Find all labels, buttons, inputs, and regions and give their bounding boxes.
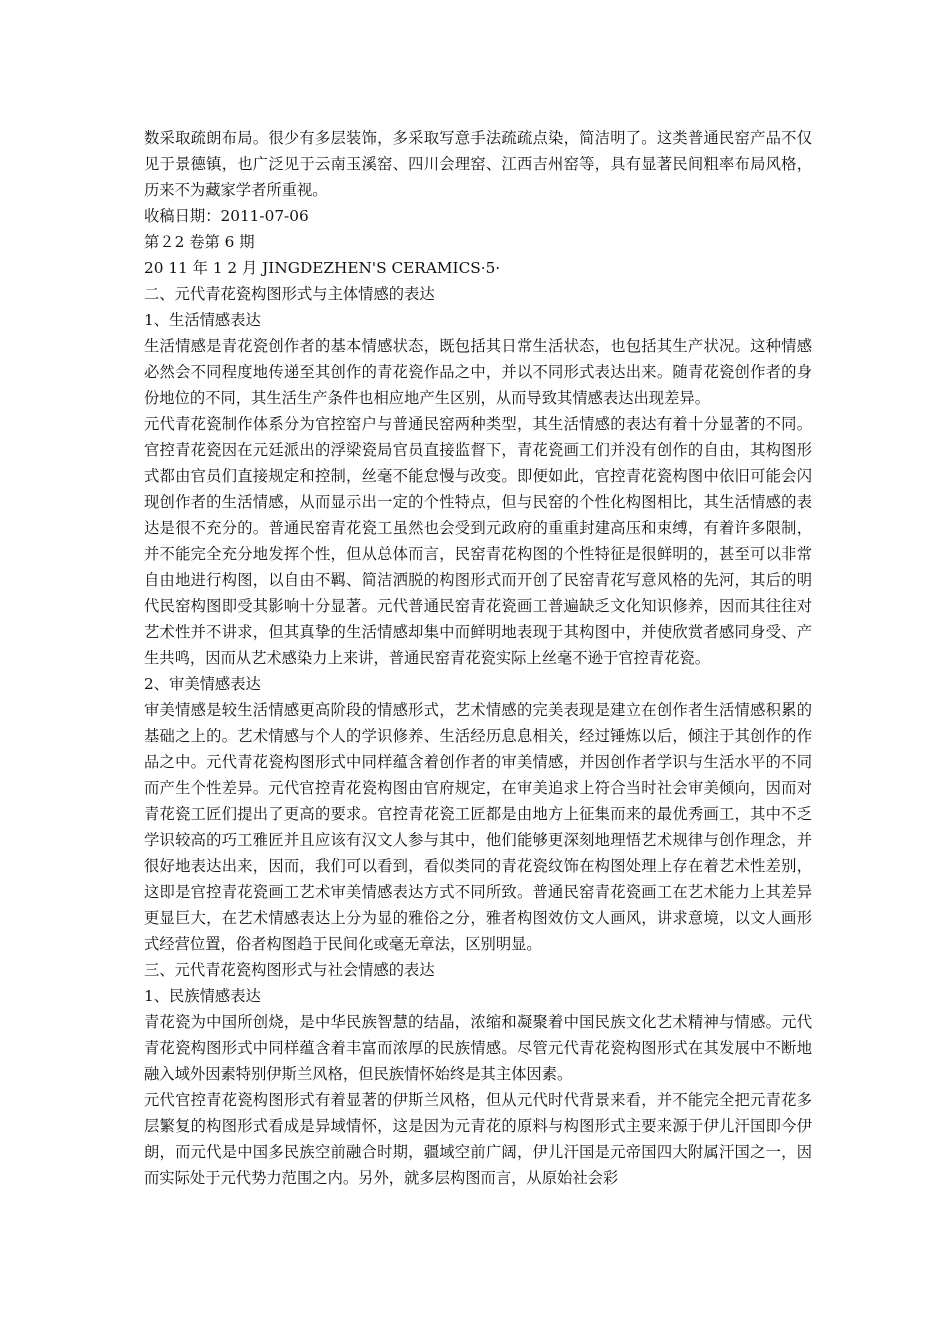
section-heading-3: 三、元代青花瓷构图形式与社会情感的表达 xyxy=(144,961,435,979)
paragraph-intro-continuation: 数采取疏朗布局。很少有多层装饰，多采取写意手法疏疏点染，简洁明了。这类普通民窑产品不仅见于景德镇，也广泛见于云南玉溪窑、四川会理窑、江西吉州窑等，具有显著民间粗率布局风格，历来不为藏家学者所重视。 xyxy=(144,129,812,199)
subsection-heading-3-1: 1、民族情感表达 xyxy=(144,987,261,1005)
subsection-heading-2-1: 1、生活情感表达 xyxy=(144,311,261,329)
journal-volume-issue: 第２2 卷第 6 期 xyxy=(144,233,255,251)
section-heading-2: 二、元代青花瓷构图形式与主体情感的表达 xyxy=(144,285,435,303)
subsection-heading-2-2: 2、审美情感表达 xyxy=(144,675,261,693)
paragraph-aesthetic-emotion: 审美情感是较生活情感更高阶段的情感形式，艺术情感的完美表现是建立在创作者生活情感积累的基础之上的。艺术情感与个人的学识修养、生活经历息息相关，经过锤炼以后，倾注于其创作的作品之中。元代青花瓷构图形式中同样蕴含着创作者的审美情感，并因创作者学识与生活水平的不同而产生个性差异。元代官控青花瓷构图由官府规定，在审美追求上符合当时社会审美倾向，因而对青花瓷工匠们提出了更高的要求。官控青花瓷工匠都是由地方上征集而来的最优秀画工，其中不乏学识较高的巧工雅匠并且应该有汉文人参与其中，他们能够更深刻地理悟艺术规律与创作理念，并很好地表达出来，因而，我们可以看到，看似类同的青花瓷纹饰在构图处理上存在着艺术性差别，这即是官控青花瓷画工艺术审美情感表达方式不同所致。普通民窑青花瓷画工在艺术能力上其差异更显巨大，在艺术情感表达上分为显的雅俗之分，雅者构图效仿文人画风，讲求意境，以文人画形式经营位置，俗者构图趋于民间化或毫无章法，区别明显。 xyxy=(144,701,812,953)
received-date: 收稿日期：2011-07-06 xyxy=(144,207,309,225)
document-page xyxy=(144,125,812,1191)
paragraph-national-emotion: 青花瓷为中国所创烧，是中华民族智慧的结晶，浓缩和凝聚着中国民族文化艺术精神与情感。元代青花瓷构图形式中同样蕴含着丰富而浓厚的民族情感。尽管元代青花瓷构图形式在其发展中不断地融入域外因素特别伊斯兰风格，但民族情怀始终是其主体因素。 xyxy=(144,1013,812,1083)
journal-date-header: 20 11 年 1 2 月 JINGDEZHEN'S CERAMICS·5· xyxy=(144,259,501,277)
paragraph-production-system: 元代青花瓷制作体系分为官控窑户与普通民窑两种类型，其生活情感的表达有着十分显著的不同。官控青花瓷因在元廷派出的浮梁瓷局官员直接监督下，青花瓷画工们并没有创作的自由，其构图形式都由官员们直接规定和控制，丝毫不能怠慢与改变。即便如此，官控青花瓷构图中依旧可能会闪现创作者的生活情感，从而显示出一定的个性特点，但与民窑的个性化构图相比，其生活情感的表达是很不充分的。普通民窑青花瓷工虽然也会受到元政府的重重封建高压和束缚，有着许多限制，并不能完全充分地发挥个性，但从总体而言，民窑青花构图的个性特征是很鲜明的，甚至可以非常自由地进行构图，以自由不羁、简洁洒脱的构图形式而开创了民窑青花写意风格的先河，其后的明代民窑构图即受其影响十分显著。元代普通民窑青花瓷画工普遍缺乏文化知识修养，因而其往往对艺术性并不讲求，但其真挚的生活情感却集中而鲜明地表现于其构图中，并使欣赏者感同身受、产生共鸣，因而从艺术感染力上来讲，普通民窑青花瓷实际上丝毫不逊于官控青花瓷。 xyxy=(144,415,812,667)
paragraph-islamic-style: 元代官控青花瓷构图形式有着显著的伊斯兰风格，但从元代时代背景来看，并不能完全把元青花多层繁复的构图形式看成是异域情怀，这是因为元青花的原料与构图形式主要来源于伊儿汗国即今伊朗，而元代是中国多民族空前融合时期，疆域空前广阔，伊儿汗国是元帝国四大附属汗国之一，因而实际处于元代势力范围之内。另外，就多层构图而言，从原始社会彩 xyxy=(144,1091,812,1187)
paragraph-life-emotion: 生活情感是青花瓷创作者的基本情感状态，既包括其日常生活状态，也包括其生产状况。这种情感必然会不同程度地传递至其创作的青花瓷作品之中，并以不同形式表达出来。随青花瓷创作者的身份地位的不同，其生活生产条件也相应地产生区别，从而导致其情感表达出现差异。 xyxy=(144,337,812,407)
